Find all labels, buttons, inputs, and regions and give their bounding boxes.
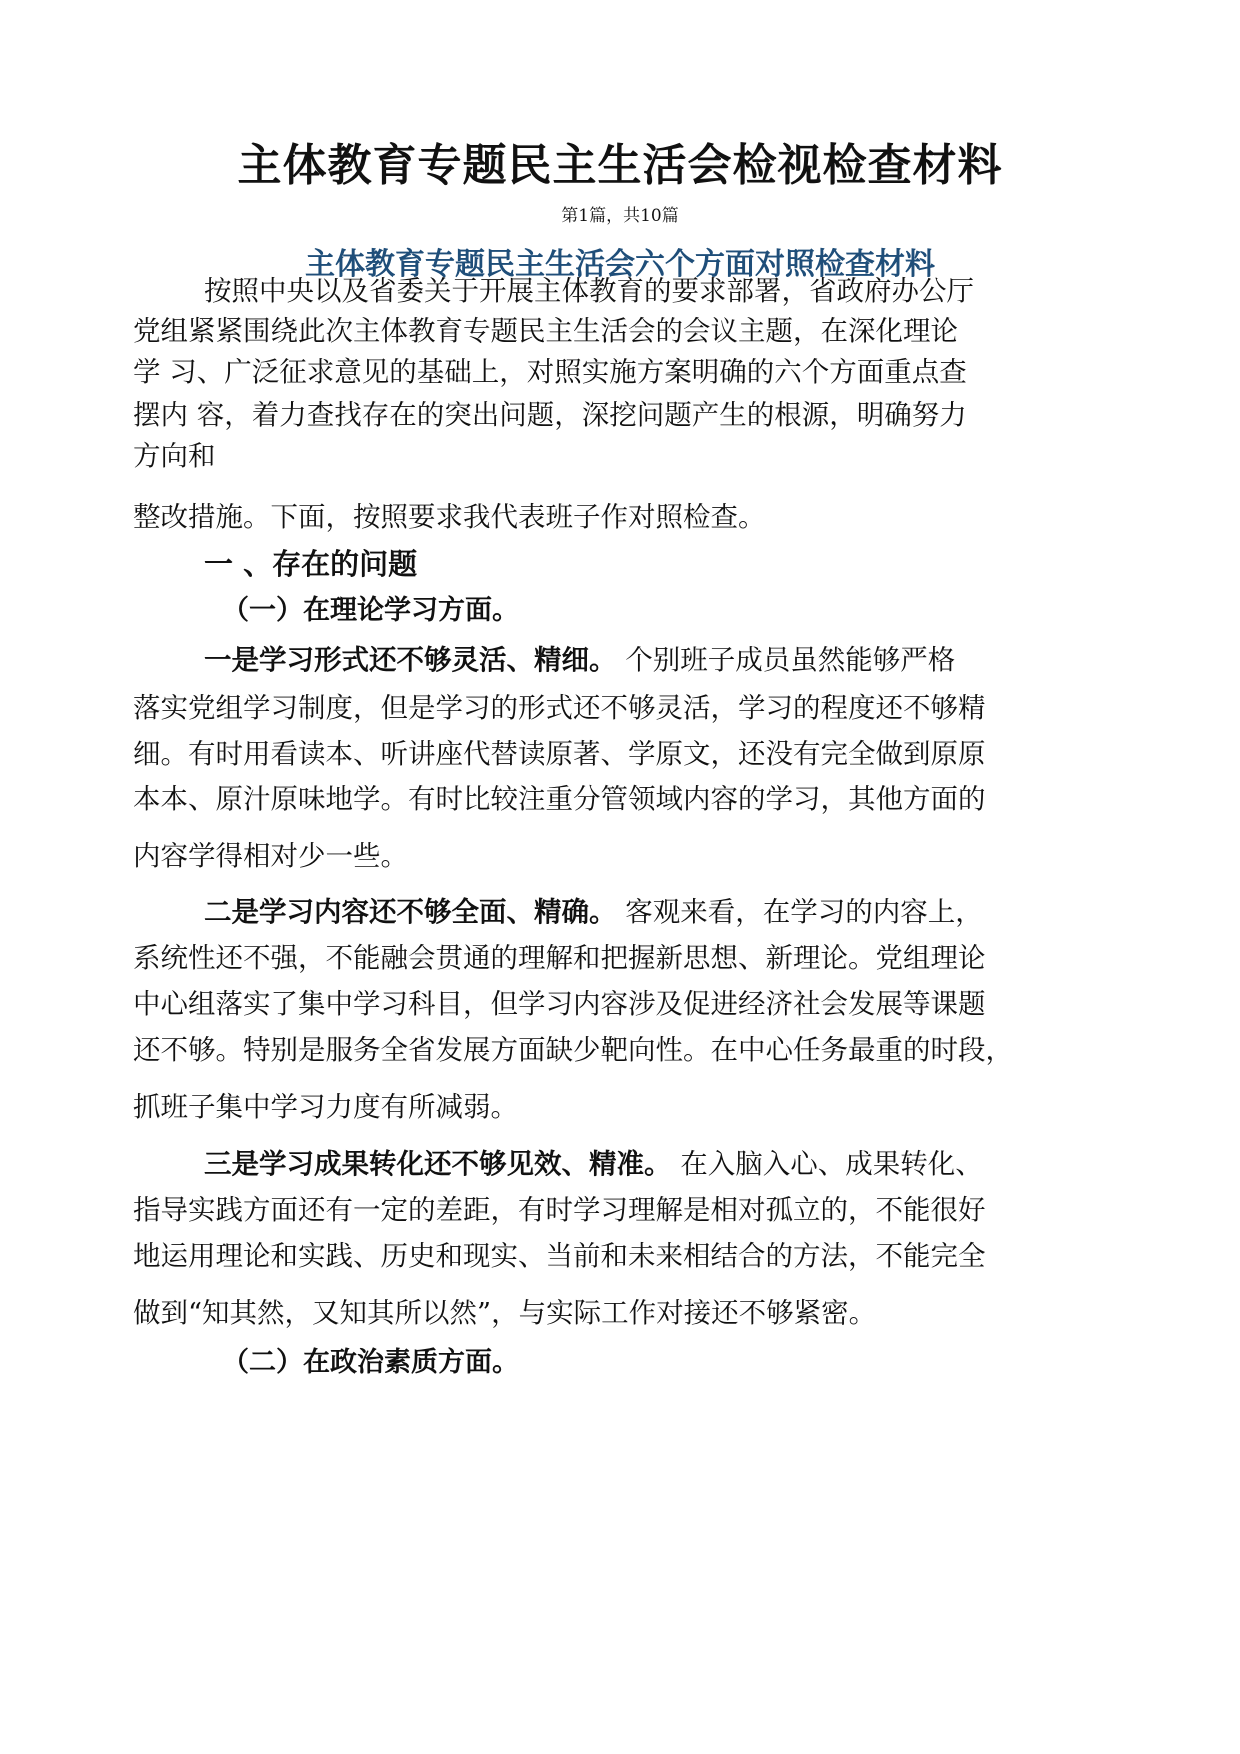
subsection-heading: （二）在政治素质方面。 (222, 1347, 519, 1378)
page-indicator: 第1篇，共10篇 (561, 206, 679, 226)
paragraph-line: 内容学得相对少一些。 (133, 840, 408, 872)
paragraph-line: 地运用理论和实践、历史和现实、当前和未来相结合的方法，不能完全 (133, 1240, 986, 1272)
paragraph-line: 系统性还不强，不能融会贯通的理解和把握新思想、新理论。党组理论 (133, 942, 986, 974)
paragraph-text: 在入脑入心、成果转化、 (671, 1148, 983, 1180)
paragraph-text: 个别班子成员虽然能够严格 (616, 644, 956, 676)
intro-line: 整改措施。下面，按照要求我代表班子作对照检查。 (133, 501, 766, 533)
paragraph-line: 细。有时用看读本、听讲座代替读原著、学原文，还没有完全做到原原 (133, 738, 986, 770)
paragraph-line (204, 892, 983, 932)
paragraph-line: 做到“知其然，又知其所以然”，与实际工作对接还不够紧密。 (133, 1297, 877, 1329)
paragraph-text: 客观来看，在学习的内容上， (616, 896, 983, 928)
intro-line: 按照中央以及省委关于开展主体教育的要求部署，省政府办公厅 (204, 275, 974, 307)
document-subtitle: 主体教育专题民主生活会六个方面对照检查材料 (305, 247, 935, 282)
paragraph-line (204, 640, 955, 680)
intro-line: 方向和 (133, 440, 216, 472)
paragraph-line: 落实党组学习制度，但是学习的形式还不够灵活，学习的程度还不够精 (133, 692, 986, 724)
paragraph-line: 本本、原汁原味地学。有时比较注重分管领域内容的学习，其他方面的 (133, 783, 986, 815)
document-title: 主体教育专题民主生活会检视检查材料 (237, 140, 1003, 191)
paragraph-lead: 三是学习成果转化还不够见效、精准。 (204, 1148, 672, 1180)
paragraph-line: 还不够。特别是服务全省发展方面缺少靶向性。在中心任务最重的时段， (133, 1034, 1013, 1066)
paragraph-line: 中心组落实了集中学习科目，但学习内容涉及促进经济社会发展等课题 (133, 988, 986, 1020)
paragraph-lead: 二是学习内容还不够全面、精确。 (204, 896, 617, 928)
intro-line: 学 习、广泛征求意见的基础上，对照实施方案明确的六个方面重点查 (133, 356, 967, 388)
paragraph-line (204, 1144, 983, 1184)
paragraph-line: 指导实践方面还有一定的差距，有时学习理解是相对孤立的，不能很好 (133, 1194, 986, 1226)
intro-line: 摆内 容，着力查找存在的突出问题，深挖问题产生的根源，明确努力 (133, 399, 967, 431)
paragraph-lead: 一是学习形式还不够灵活、精细。 (204, 644, 617, 676)
paragraph-line: 抓班子集中学习力度有所减弱。 (133, 1091, 518, 1123)
section-heading: 一 、存在的问题 (204, 547, 418, 581)
subsection-heading: （一）在理论学习方面。 (222, 595, 519, 626)
intro-line: 党组紧紧围绕此次主体教育专题民主生活会的会议主题，在深化理论 (133, 315, 958, 347)
